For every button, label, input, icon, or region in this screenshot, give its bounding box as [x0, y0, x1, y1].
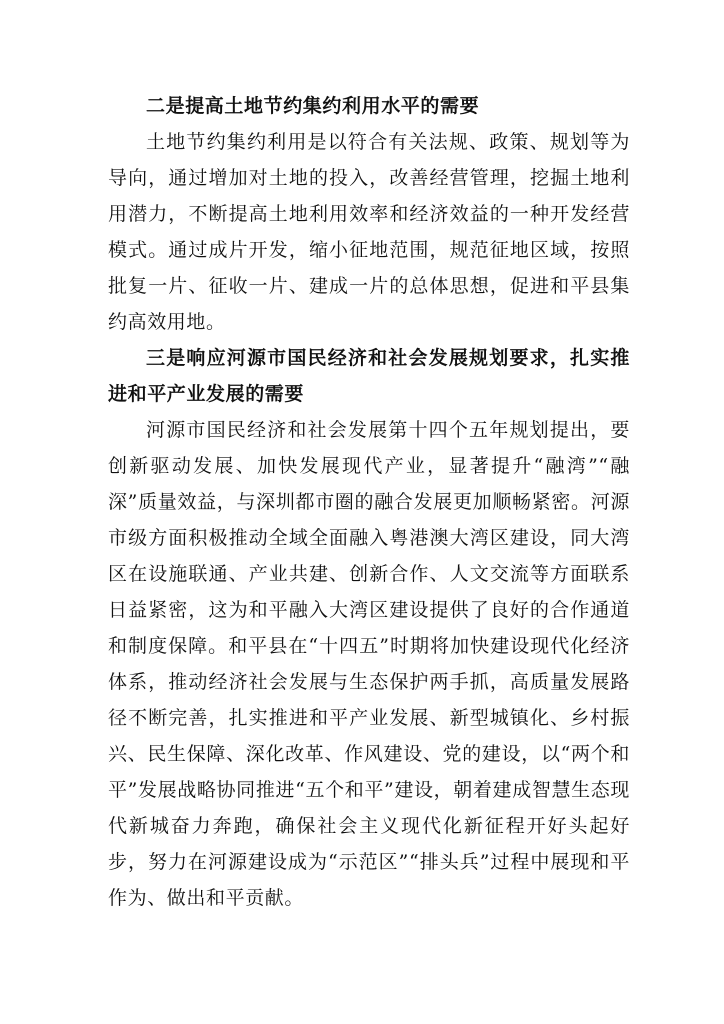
section-heading-land-use: 二是提高土地节约集约利用水平的需要	[146, 95, 480, 117]
document-page	[108, 88, 630, 916]
section-heading-heyuan-plan: 三是响应河源市国民经济和社会发展规划要求，扎实推进和平产业发展的需要	[108, 347, 630, 405]
section-body-land-use: 土地节约集约利用是以符合有关法规、政策、规划等为导向，通过增加对土地的投入，改善经营管理，挖掘土地利用潜力，不断提高土地利用效率和经济效益的一种开发经营模式。通过成片开发，缩小征地范围，规范征地区域，按照批复一片、征收一片、建成一片的总体思想，促进和平县集约高效用地。	[108, 131, 630, 333]
section-body-heyuan-plan: 河源市国民经济和社会发展第十四个五年规划提出，要创新驱动发展、加快发展现代产业，显著提升“融湾”“融深”质量效益，与深圳都市圈的融合发展更加顺畅紧密。河源市级方面积极推动全域全面融入粤港澳大湾区建设，同大湾区在设施联通、产业共建、创新合作、人文交流等方面联系日益紧密，这为和平融入大湾区建设提供了良好的合作通道和制度保障。和平县在“十四五”时期将加快建设现代化经济体系，推动经济社会发展与生态保护两手抓，高质量发展路径不断完善，扎实推进和平产业发展、新型城镇化、乡村振兴、民生保障、深化改革、作风建设、党的建设，以“两个和平”发展战略协同推进“五个和平”建设，朝着建成智慧生态现代新城奋力奔跑，确保社会主义现代化新征程开好头起好步，努力在河源建设成为“示范区”“排头兵”过程中展现和平作为、做出和平贡献。	[108, 419, 630, 909]
